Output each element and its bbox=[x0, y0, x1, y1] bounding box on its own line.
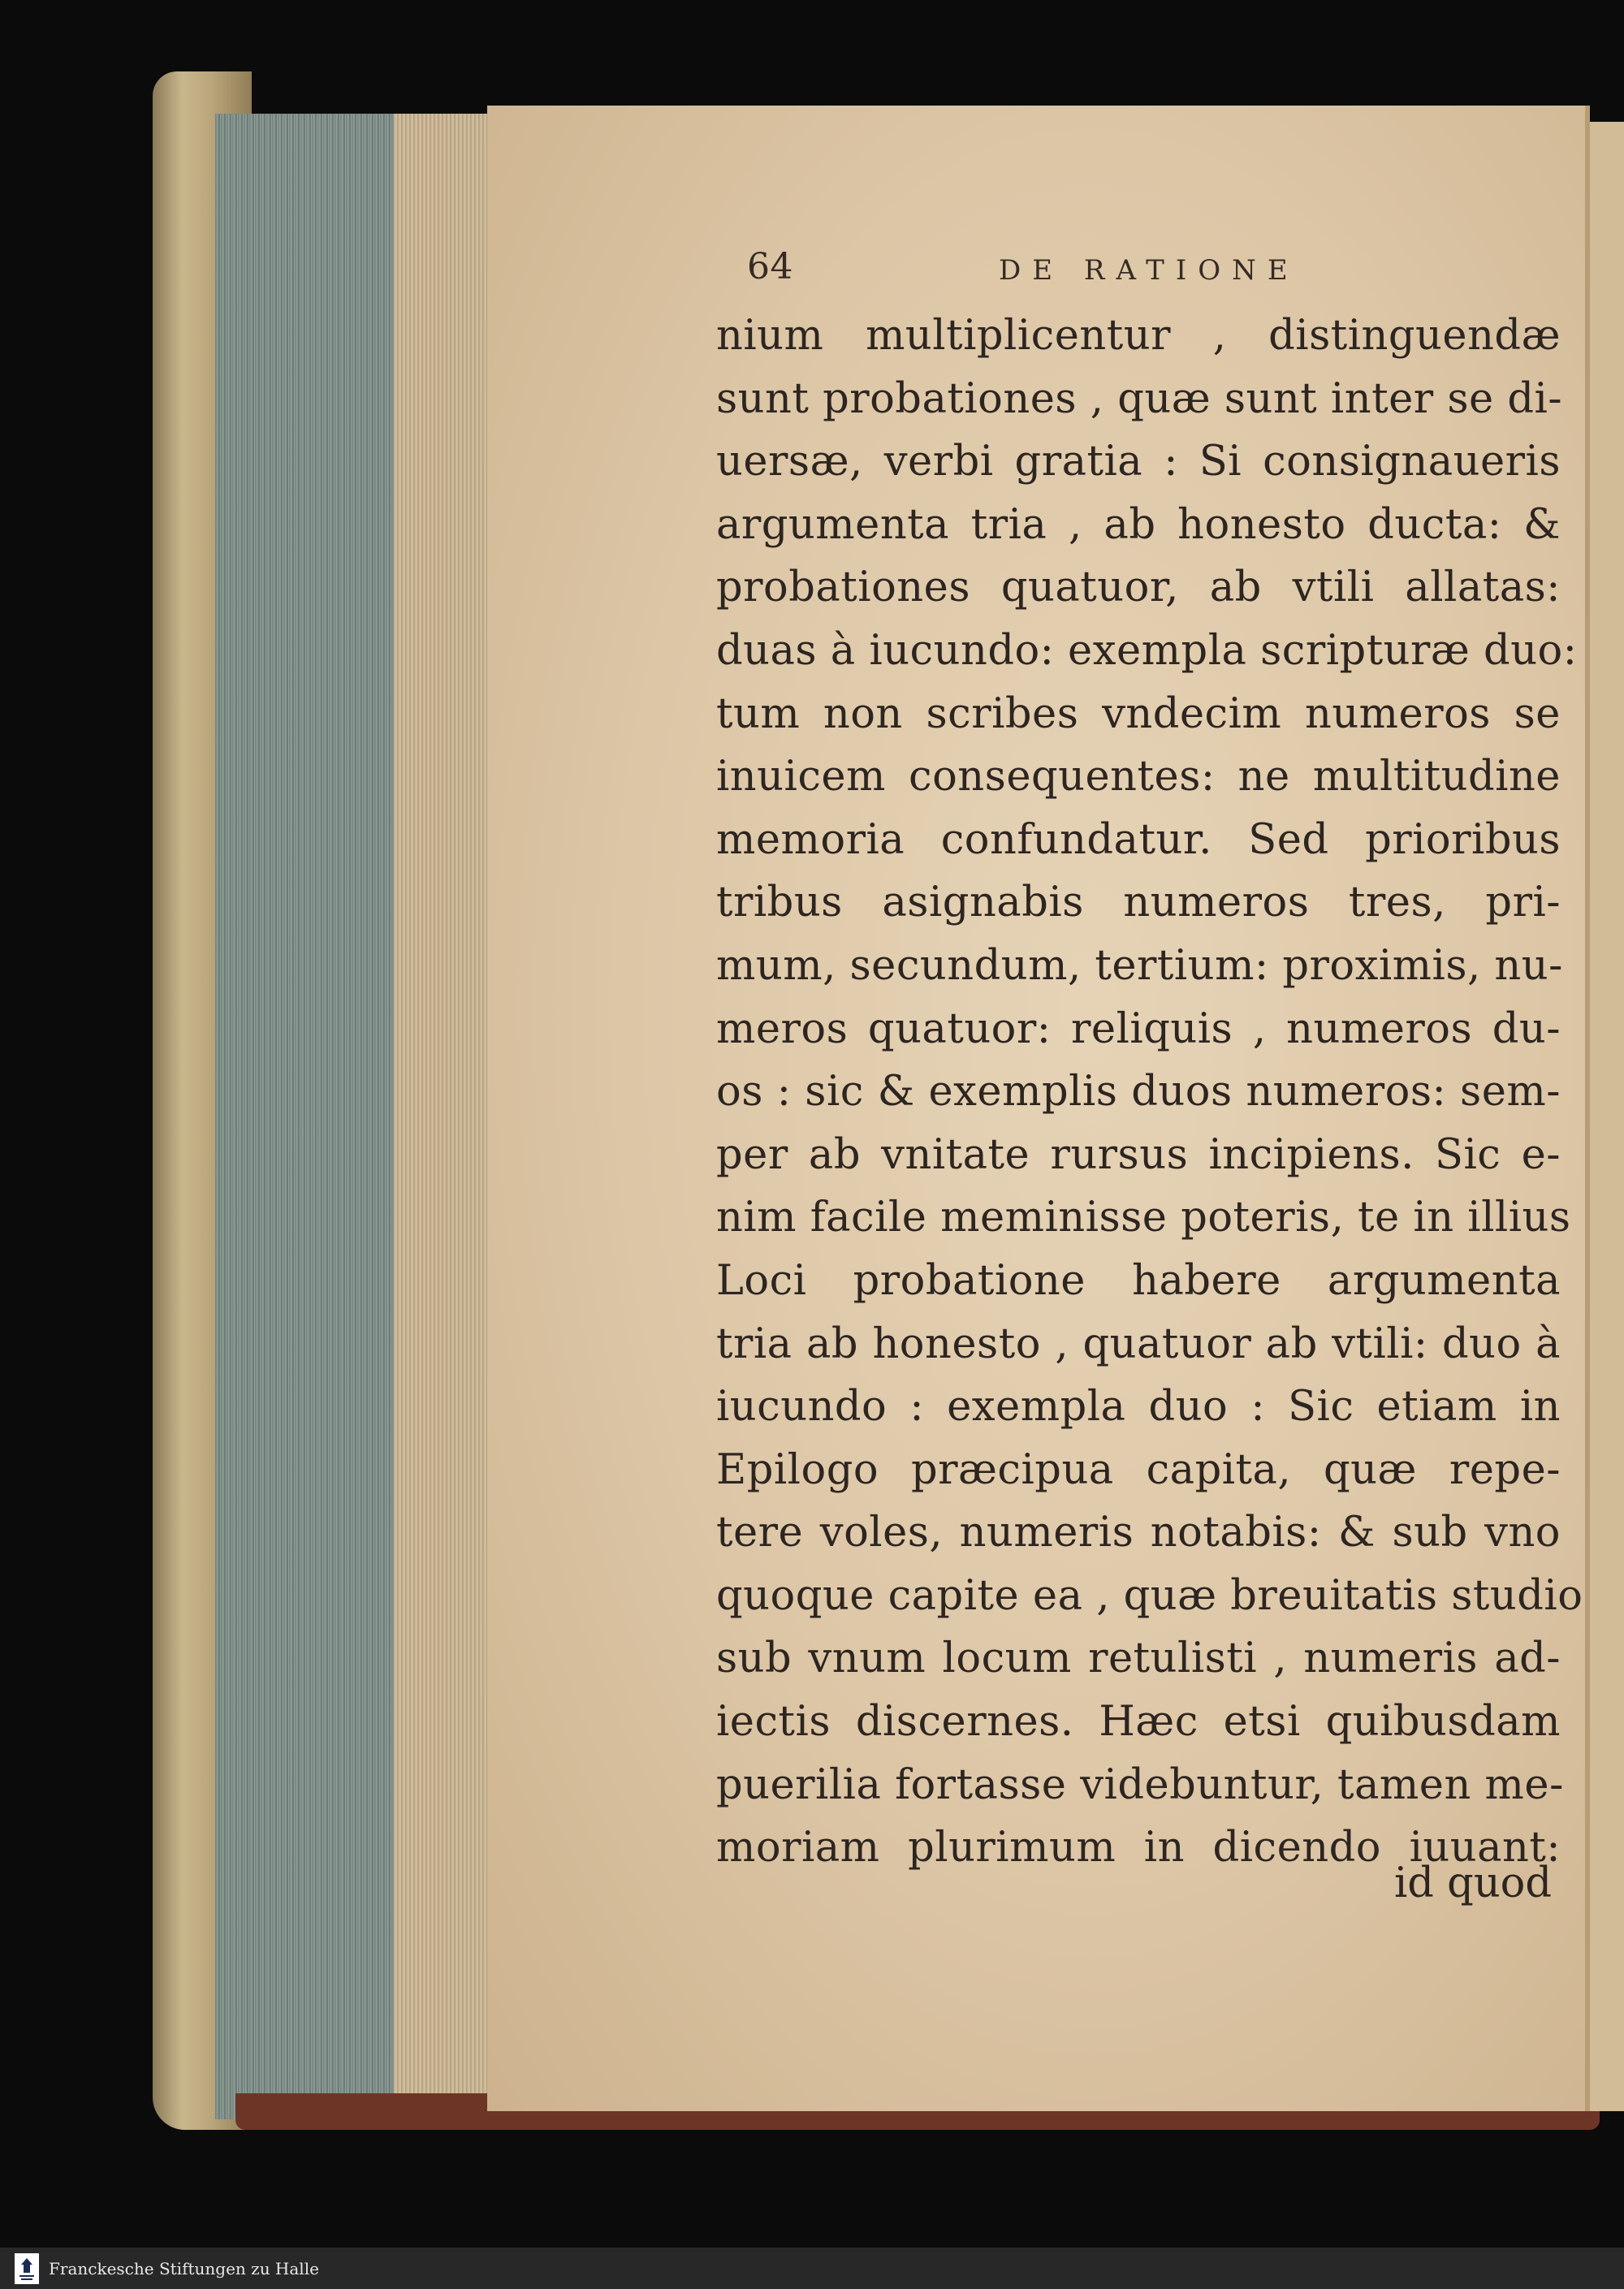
text-line: os : sic & exemplis duos numeros: sem- bbox=[716, 1068, 1561, 1116]
text-line: tere voles, numeris notabis: & sub vno bbox=[716, 1509, 1561, 1557]
text-line: iucundo : exempla duo : Sic etiam in bbox=[716, 1383, 1561, 1432]
text-line: mum, secundum, tertium: proximis, nu- bbox=[716, 941, 1563, 990]
page-block-edge bbox=[215, 114, 508, 2119]
page-header bbox=[716, 231, 1569, 304]
text-line: tum non scribes vndecim numeros se bbox=[716, 689, 1561, 738]
page-text bbox=[716, 231, 1583, 1880]
text-line: nim facile meminisse poteris, te in illius bbox=[716, 1194, 1571, 1242]
facing-page-edge bbox=[1590, 122, 1624, 2111]
text-line: iectis discernes. Hæc etsi quibusdam bbox=[716, 1698, 1561, 1747]
text-line: Loci probatione habere argumenta bbox=[716, 1256, 1561, 1305]
text-line: probationes quatuor, ab vtili allatas: bbox=[716, 564, 1561, 612]
text-line: duas à iucundo: exempla scripturæ duo: bbox=[716, 626, 1578, 675]
text-line: per ab vnitate rursus incipiens. Sic e- bbox=[716, 1130, 1561, 1179]
catchword: id quod bbox=[1394, 1859, 1553, 1907]
text-line: moriam plurimum in dicendo iuuant: bbox=[716, 1824, 1561, 1872]
running-head: DE RATIONE bbox=[999, 254, 1299, 287]
text-line: quoque capite ea , quæ breuitatis studio bbox=[716, 1571, 1583, 1620]
text-line: nium multiplicentur , distinguendæ bbox=[716, 312, 1561, 360]
text-line: tria ab honesto , quatuor ab vtili: duo à bbox=[716, 1319, 1561, 1368]
text-line: memoria confundatur. Sed prioribus bbox=[716, 815, 1561, 864]
text-line: sub vnum locum retulisti , numeris ad- bbox=[716, 1635, 1561, 1683]
text-line: argumenta tria , ab honesto ducta: & bbox=[716, 500, 1561, 549]
page-number: 64 bbox=[747, 246, 793, 287]
institution-name: Franckesche Stiftungen zu Halle bbox=[49, 2258, 319, 2278]
text-line: uersæ, verbi gratia : Si consignaueris bbox=[716, 438, 1561, 486]
text-line: puerilia fortasse videbuntur, tamen me- bbox=[716, 1760, 1564, 1809]
institution-logo-icon bbox=[13, 2252, 41, 2285]
text-line: Epilogo præcipua capita, quæ repe- bbox=[716, 1445, 1561, 1494]
footer-bar bbox=[0, 2248, 1624, 2289]
text-line: meros quatuor: reliquis , numeros du- bbox=[716, 1004, 1561, 1053]
body-lines bbox=[716, 304, 1583, 1880]
text-line: sunt probationes , quæ sunt inter se di- bbox=[716, 374, 1563, 423]
text-line: tribus asignabis numeros tres, pri- bbox=[716, 879, 1561, 927]
text-line: inuicem consequentes: ne multitudine bbox=[716, 753, 1561, 801]
